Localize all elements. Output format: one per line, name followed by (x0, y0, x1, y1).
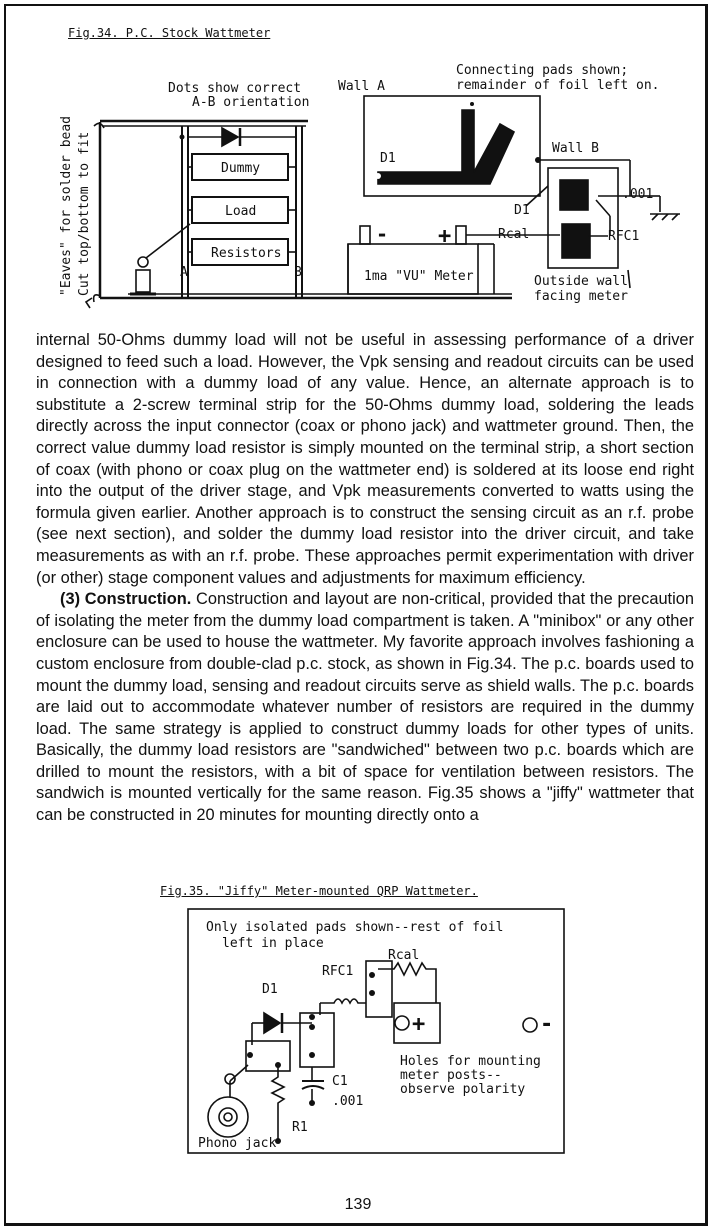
fig35-minus: - (540, 1012, 554, 1037)
fig34-outside-2: facing meter (534, 289, 628, 304)
fig34-rcal: Rcal (498, 227, 530, 242)
paragraph-2 (36, 589, 694, 827)
page-number: 139 (344, 1196, 372, 1213)
fig34-dots-note-2: A-B orientation (192, 95, 310, 110)
fig34-pads-note-2: remainder of foil left on. (456, 78, 660, 93)
fig35-rfc1: RFC1 (322, 964, 354, 979)
fig34-label-a: A (180, 265, 188, 280)
fig35-caption: Fig.35. "Jiffy" Meter-mounted QRP Wattmeter. (160, 884, 478, 898)
fig34-wall-b: Wall B (552, 141, 599, 156)
fig34-diagram (0, 0, 716, 330)
construction-heading: (3) Construction. (60, 590, 192, 609)
fig34-wall-a: Wall A (338, 79, 385, 94)
fig35-r1: R1 (292, 1120, 308, 1135)
fig35-cap: .001 (332, 1094, 364, 1109)
fig35-holes-3: observe polarity (400, 1082, 526, 1097)
fig34-eaves-1: "Eaves" for solder bead (59, 115, 74, 296)
fig35-note-2: left in place (222, 936, 324, 951)
fig34-cap: .001 (622, 187, 654, 202)
fig35-holes-2: meter posts-- (400, 1068, 502, 1083)
fig34-plus: + (438, 224, 452, 249)
fig35-d1: D1 (262, 982, 278, 997)
fig35-plus: + (412, 1012, 426, 1037)
paragraph-2-text: Construction and layout are non-critical, provided that the precaution of isolating the meter from the dummy load compartment is taken. A "minibox" or any other enclosure can be used to house the wattmeter. My favorite approach involves fashioning a custom enclosure from double-clad p.c. stock, as shown in Fig.34. The p.c. boards used to mount the dummy load, sensing and readout circuits serve as shield walls. The p.c. boards are laid out to accommodate whatever number of resistors are required in the dummy load. The same strategy is applied to construct dummy loads for other types of units. Basically, the dummy load resistors are "sandwiched" between two p.c. boards which are drilled to mount the resistors, with a bit of space for ventilation between resistors. The sandwich is mounted vertically for the same reason. Fig.35 shows a "jiffy" wattmeter that can be constructed in 20 minutes for mounting directly onto a (36, 590, 694, 825)
fig34-minus: - (376, 222, 389, 246)
fig34-eaves-2: Cut top/bottom to fit (77, 131, 92, 296)
fig34-load: Load (225, 204, 257, 219)
body-text (36, 330, 694, 827)
fig34-rfc1: RFC1 (608, 229, 640, 244)
fig35-c1: C1 (332, 1074, 348, 1089)
fig34-pads-note-1: Connecting pads shown; (456, 63, 629, 78)
fig35-phono: Phono jack (198, 1136, 277, 1151)
fig34-outside-1: Outside wall (534, 274, 628, 289)
fig34-dummy: Dummy (221, 161, 261, 176)
fig34-dots-note-1: Dots show correct (168, 81, 302, 96)
fig34-resistors: Resistors (211, 246, 282, 261)
fig35-rcal: Rcal (388, 948, 420, 963)
fig34-d1-a: D1 (380, 151, 396, 166)
paragraph-1: internal 50-Ohms dummy load will not be useful in assessing performance of a driver designed to feed such a load. However, the Vpk sensing and readout circuits can be used in connection with a dummy load of any value. Hence, an alternate approach is to substitute a 2-screw terminal strip for the 50-Ohms dummy load, soldering the leads directly across the input connector (coax or phono jack) and wattmeter ground. Then, the correct value dummy load resistor is simply mounted on the terminal strip, a short section of coax (with phono or coax plug on the wattmeter end) is soldered at its loose end right into the output of the driver stage, and Vpk measurements converted to watts using the formula given earlier. Another approach is to construct the sensing circuit as an r.f. probe (see next section), and solder the dummy load resistor into the driver circuit, and take measurements as with an r.f. probe. These approaches permit experimentation with driver (or other) stage component values and adjustments for maximum efficiency. (36, 331, 694, 587)
fig34-d1-b: D1 (514, 203, 530, 218)
fig35-holes-1: Holes for mounting (400, 1054, 541, 1069)
fig34-caption: Fig.34. P.C. Stock Wattmeter (68, 26, 271, 40)
fig34-label-b: B (294, 265, 302, 280)
fig34-meter: 1ma "VU" Meter (364, 269, 474, 284)
fig35-diagram (0, 905, 716, 1165)
fig35-note-1: Only isolated pads shown--rest of foil (206, 920, 504, 935)
